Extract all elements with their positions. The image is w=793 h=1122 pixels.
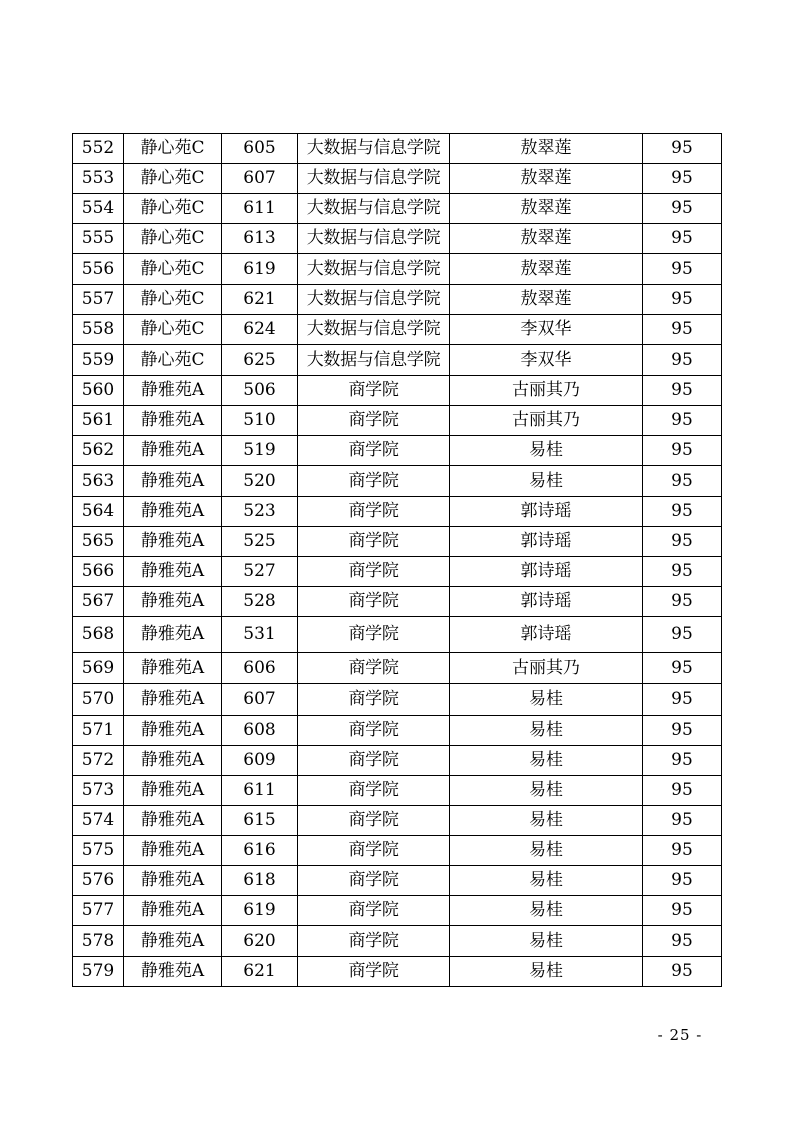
- table-row: [73, 557, 722, 587]
- college-name-cell: 大数据与信息学院: [298, 134, 450, 164]
- room-number-cell: 619: [222, 254, 298, 285]
- room-number-cell: 523: [222, 497, 298, 527]
- room-number-cell: 528: [222, 587, 298, 617]
- score-cell: 95: [643, 716, 722, 746]
- college-name-cell: 商学院: [298, 866, 450, 896]
- counselor-name-cell: 敖翠莲: [450, 194, 643, 224]
- score-cell: 95: [643, 587, 722, 617]
- table-row: [73, 716, 722, 746]
- college-name-cell: 商学院: [298, 684, 450, 716]
- counselor-name-cell: 敖翠莲: [450, 254, 643, 285]
- row-number-cell: 554: [73, 194, 124, 224]
- counselor-name-cell: 易桂: [450, 806, 643, 836]
- table-row: [73, 436, 722, 466]
- college-name-cell: 商学院: [298, 436, 450, 466]
- row-number-cell: 552: [73, 134, 124, 164]
- college-name-cell: 商学院: [298, 836, 450, 866]
- building-name-cell: 静雅苑A: [124, 406, 222, 436]
- building-name-cell: 静雅苑A: [124, 497, 222, 527]
- score-cell: 95: [643, 224, 722, 254]
- counselor-name-cell: 易桂: [450, 896, 643, 926]
- row-number-cell: 563: [73, 466, 124, 497]
- building-name-cell: 静雅苑A: [124, 466, 222, 497]
- building-name-cell: 静雅苑A: [124, 746, 222, 776]
- score-cell: 95: [643, 194, 722, 224]
- building-name-cell: 静雅苑A: [124, 653, 222, 684]
- row-number-cell: 555: [73, 224, 124, 254]
- score-cell: 95: [643, 285, 722, 315]
- college-name-cell: 商学院: [298, 406, 450, 436]
- counselor-name-cell: 敖翠莲: [450, 224, 643, 254]
- counselor-name-cell: 李双华: [450, 315, 643, 345]
- building-name-cell: 静雅苑A: [124, 716, 222, 746]
- counselor-name-cell: 易桂: [450, 836, 643, 866]
- table-row: [73, 836, 722, 866]
- room-number-cell: 619: [222, 896, 298, 926]
- college-name-cell: 商学院: [298, 653, 450, 684]
- college-name-cell: 商学院: [298, 557, 450, 587]
- table-row: [73, 684, 722, 716]
- college-name-cell: 商学院: [298, 716, 450, 746]
- score-cell: 95: [643, 557, 722, 587]
- room-number-cell: 611: [222, 194, 298, 224]
- score-cell: 95: [643, 836, 722, 866]
- table-row: [73, 406, 722, 436]
- room-number-cell: 519: [222, 436, 298, 466]
- room-number-cell: 609: [222, 746, 298, 776]
- score-cell: 95: [643, 436, 722, 466]
- building-name-cell: 静心苑C: [124, 134, 222, 164]
- table-row: [73, 776, 722, 806]
- table-row: [73, 527, 722, 557]
- room-number-cell: 621: [222, 285, 298, 315]
- table-row: [73, 587, 722, 617]
- score-cell: 95: [643, 164, 722, 194]
- college-name-cell: 大数据与信息学院: [298, 345, 450, 376]
- room-number-cell: 510: [222, 406, 298, 436]
- score-cell: 95: [643, 617, 722, 653]
- row-number-cell: 560: [73, 376, 124, 406]
- building-name-cell: 静心苑C: [124, 224, 222, 254]
- score-cell: 95: [643, 376, 722, 406]
- room-number-cell: 520: [222, 466, 298, 497]
- counselor-name-cell: 敖翠莲: [450, 134, 643, 164]
- building-name-cell: 静雅苑A: [124, 836, 222, 866]
- row-number-cell: 569: [73, 653, 124, 684]
- table-row: [73, 194, 722, 224]
- college-name-cell: 大数据与信息学院: [298, 194, 450, 224]
- table-row: [73, 617, 722, 653]
- row-number-cell: 559: [73, 345, 124, 376]
- college-name-cell: 商学院: [298, 587, 450, 617]
- row-number-cell: 565: [73, 527, 124, 557]
- room-number-cell: 608: [222, 716, 298, 746]
- row-number-cell: 578: [73, 926, 124, 957]
- room-number-cell: 615: [222, 806, 298, 836]
- room-number-cell: 527: [222, 557, 298, 587]
- score-cell: 95: [643, 926, 722, 957]
- building-name-cell: 静雅苑A: [124, 376, 222, 406]
- score-cell: 95: [643, 653, 722, 684]
- counselor-name-cell: 郭诗瑶: [450, 527, 643, 557]
- college-name-cell: 商学院: [298, 527, 450, 557]
- room-number-cell: 525: [222, 527, 298, 557]
- table-row: [73, 315, 722, 345]
- college-name-cell: 商学院: [298, 896, 450, 926]
- building-name-cell: 静雅苑A: [124, 957, 222, 987]
- building-name-cell: 静心苑C: [124, 254, 222, 285]
- room-number-cell: 607: [222, 164, 298, 194]
- room-number-cell: 624: [222, 315, 298, 345]
- counselor-name-cell: 郭诗瑶: [450, 497, 643, 527]
- counselor-name-cell: 易桂: [450, 716, 643, 746]
- score-cell: 95: [643, 684, 722, 716]
- room-number-cell: 531: [222, 617, 298, 653]
- counselor-name-cell: 敖翠莲: [450, 164, 643, 194]
- building-name-cell: 静心苑C: [124, 285, 222, 315]
- table-row: [73, 866, 722, 896]
- score-cell: 95: [643, 254, 722, 285]
- college-name-cell: 大数据与信息学院: [298, 224, 450, 254]
- building-name-cell: 静心苑C: [124, 164, 222, 194]
- score-cell: 95: [643, 406, 722, 436]
- score-cell: 95: [643, 497, 722, 527]
- room-number-cell: 618: [222, 866, 298, 896]
- building-name-cell: 静心苑C: [124, 194, 222, 224]
- row-number-cell: 562: [73, 436, 124, 466]
- room-number-cell: 616: [222, 836, 298, 866]
- room-number-cell: 605: [222, 134, 298, 164]
- college-name-cell: 大数据与信息学院: [298, 315, 450, 345]
- row-number-cell: 576: [73, 866, 124, 896]
- college-name-cell: 商学院: [298, 497, 450, 527]
- table-row: [73, 466, 722, 497]
- counselor-name-cell: 郭诗瑶: [450, 587, 643, 617]
- table-row: [73, 926, 722, 957]
- building-name-cell: 静雅苑A: [124, 527, 222, 557]
- row-number-cell: 564: [73, 497, 124, 527]
- row-number-cell: 561: [73, 406, 124, 436]
- counselor-name-cell: 易桂: [450, 436, 643, 466]
- college-name-cell: 商学院: [298, 376, 450, 406]
- room-number-cell: 613: [222, 224, 298, 254]
- score-cell: 95: [643, 957, 722, 987]
- table-row: [73, 653, 722, 684]
- row-number-cell: 553: [73, 164, 124, 194]
- table-row: [73, 285, 722, 315]
- score-cell: 95: [643, 134, 722, 164]
- building-name-cell: 静雅苑A: [124, 926, 222, 957]
- building-name-cell: 静雅苑A: [124, 684, 222, 716]
- row-number-cell: 575: [73, 836, 124, 866]
- building-name-cell: 静雅苑A: [124, 866, 222, 896]
- counselor-name-cell: 易桂: [450, 746, 643, 776]
- row-number-cell: 558: [73, 315, 124, 345]
- college-name-cell: 商学院: [298, 466, 450, 497]
- counselor-name-cell: 易桂: [450, 684, 643, 716]
- row-number-cell: 566: [73, 557, 124, 587]
- college-name-cell: 商学院: [298, 776, 450, 806]
- room-number-cell: 607: [222, 684, 298, 716]
- score-cell: 95: [643, 315, 722, 345]
- table-row: [73, 497, 722, 527]
- building-name-cell: 静雅苑A: [124, 587, 222, 617]
- counselor-name-cell: 易桂: [450, 466, 643, 497]
- building-name-cell: 静心苑C: [124, 345, 222, 376]
- table-row: [73, 164, 722, 194]
- counselor-name-cell: 易桂: [450, 866, 643, 896]
- counselor-name-cell: 李双华: [450, 345, 643, 376]
- score-cell: 95: [643, 866, 722, 896]
- college-name-cell: 大数据与信息学院: [298, 254, 450, 285]
- counselor-name-cell: 易桂: [450, 776, 643, 806]
- counselor-name-cell: 古丽其乃: [450, 653, 643, 684]
- college-name-cell: 大数据与信息学院: [298, 164, 450, 194]
- counselor-name-cell: 敖翠莲: [450, 285, 643, 315]
- row-number-cell: 579: [73, 957, 124, 987]
- room-number-cell: 611: [222, 776, 298, 806]
- inspection-table: [72, 133, 722, 987]
- row-number-cell: 556: [73, 254, 124, 285]
- row-number-cell: 577: [73, 896, 124, 926]
- counselor-name-cell: 易桂: [450, 957, 643, 987]
- score-cell: 95: [643, 345, 722, 376]
- row-number-cell: 567: [73, 587, 124, 617]
- score-cell: 95: [643, 806, 722, 836]
- room-number-cell: 506: [222, 376, 298, 406]
- score-cell: 95: [643, 527, 722, 557]
- row-number-cell: 568: [73, 617, 124, 653]
- building-name-cell: 静雅苑A: [124, 436, 222, 466]
- score-cell: 95: [643, 896, 722, 926]
- inspection-table-body: [73, 134, 722, 987]
- college-name-cell: 商学院: [298, 957, 450, 987]
- counselor-name-cell: 郭诗瑶: [450, 617, 643, 653]
- table-row: [73, 376, 722, 406]
- table-row: [73, 134, 722, 164]
- building-name-cell: 静雅苑A: [124, 806, 222, 836]
- table-row: [73, 746, 722, 776]
- table-row: [73, 254, 722, 285]
- room-number-cell: 621: [222, 957, 298, 987]
- table-row: [73, 957, 722, 987]
- building-name-cell: 静雅苑A: [124, 896, 222, 926]
- building-name-cell: 静雅苑A: [124, 776, 222, 806]
- college-name-cell: 商学院: [298, 926, 450, 957]
- building-name-cell: 静雅苑A: [124, 617, 222, 653]
- table-row: [73, 806, 722, 836]
- page-number: - 25 -: [657, 1026, 703, 1044]
- building-name-cell: 静雅苑A: [124, 557, 222, 587]
- college-name-cell: 商学院: [298, 806, 450, 836]
- college-name-cell: 商学院: [298, 617, 450, 653]
- college-name-cell: 商学院: [298, 746, 450, 776]
- row-number-cell: 574: [73, 806, 124, 836]
- row-number-cell: 571: [73, 716, 124, 746]
- college-name-cell: 大数据与信息学院: [298, 285, 450, 315]
- score-cell: 95: [643, 776, 722, 806]
- table-row: [73, 345, 722, 376]
- counselor-name-cell: 郭诗瑶: [450, 557, 643, 587]
- counselor-name-cell: 易桂: [450, 926, 643, 957]
- room-number-cell: 625: [222, 345, 298, 376]
- row-number-cell: 572: [73, 746, 124, 776]
- score-cell: 95: [643, 466, 722, 497]
- table-row: [73, 224, 722, 254]
- counselor-name-cell: 古丽其乃: [450, 376, 643, 406]
- room-number-cell: 606: [222, 653, 298, 684]
- room-number-cell: 620: [222, 926, 298, 957]
- row-number-cell: 573: [73, 776, 124, 806]
- building-name-cell: 静心苑C: [124, 315, 222, 345]
- table-row: [73, 896, 722, 926]
- score-cell: 95: [643, 746, 722, 776]
- row-number-cell: 557: [73, 285, 124, 315]
- row-number-cell: 570: [73, 684, 124, 716]
- counselor-name-cell: 古丽其乃: [450, 406, 643, 436]
